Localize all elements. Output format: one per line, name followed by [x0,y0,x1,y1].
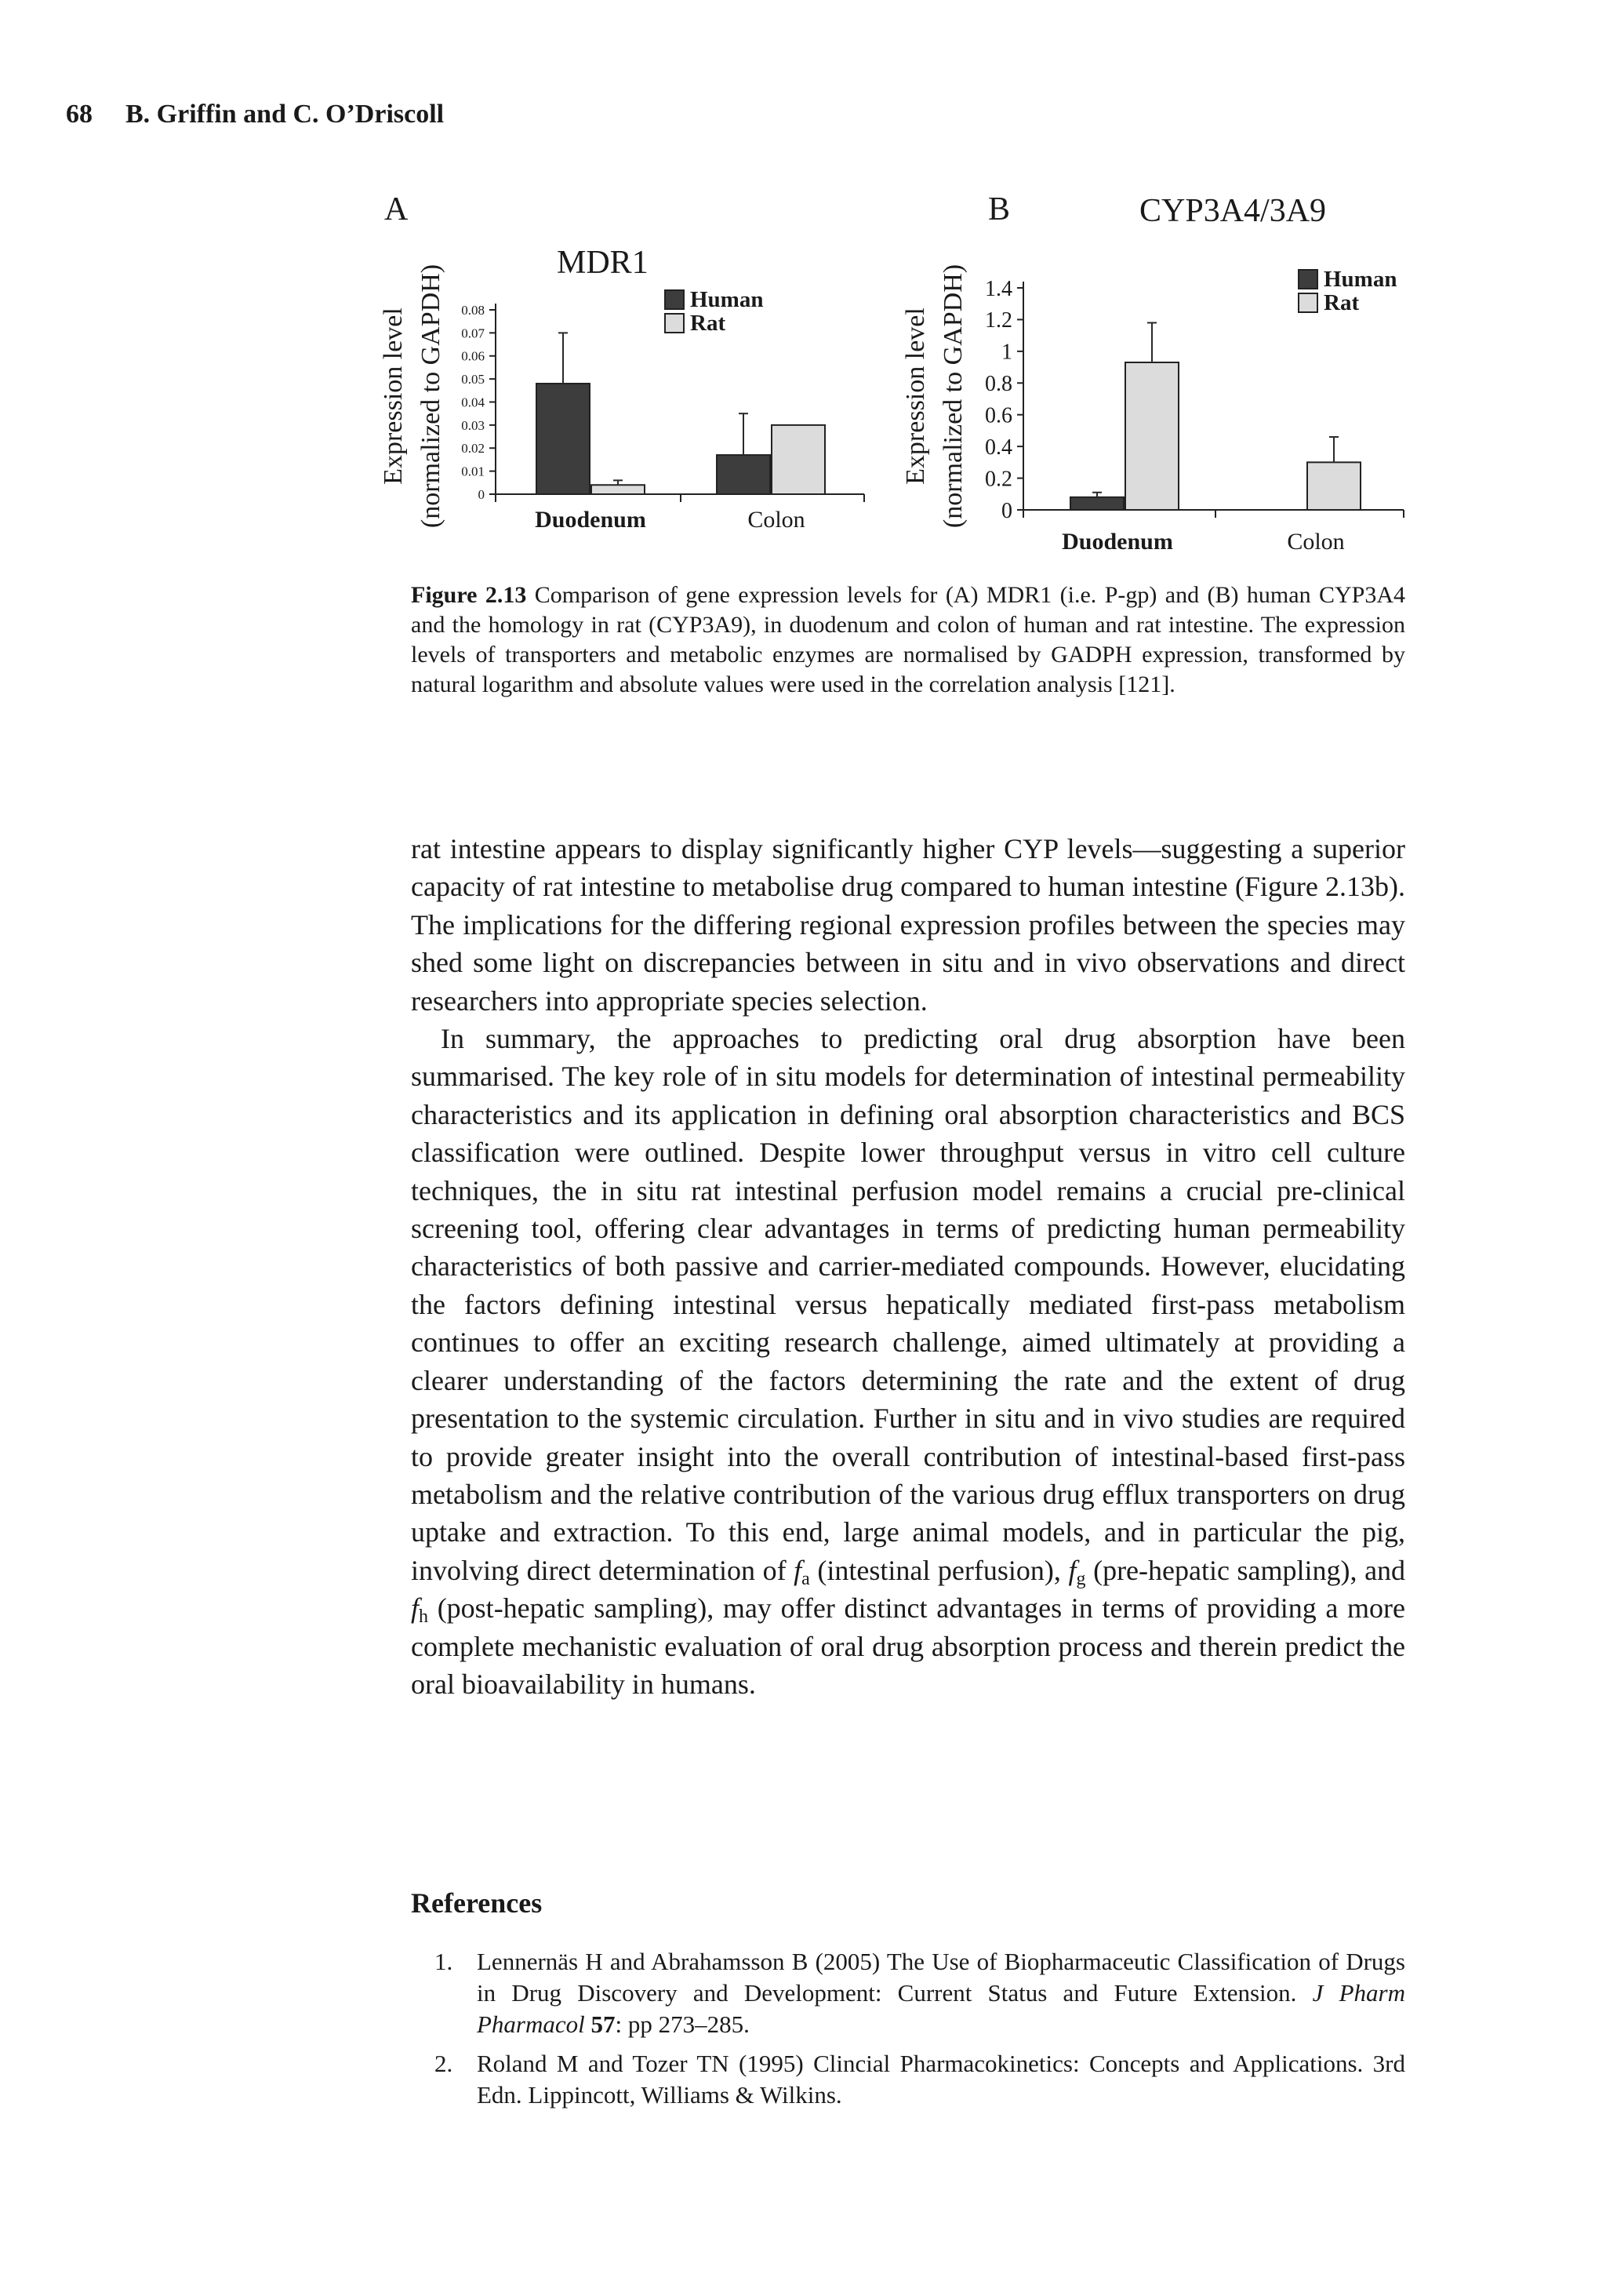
y-tick-label-b: 0.2 [985,467,1012,492]
y-axis-label-b: Expression level [901,307,930,485]
bar-b-rat-duodenum [1125,362,1179,510]
legend-swatch-rat-a [665,314,684,333]
category-label-b: Colon [1287,529,1345,555]
y-tick-label-a: 0 [478,486,485,502]
reference-number: 1. [434,1948,453,1975]
caption-label: Figure 2.13 [411,582,527,608]
y-tick-label-a: 0.07 [461,326,485,341]
legend-label-rat-b: Rat [1324,290,1360,315]
reference-item [411,1946,1405,2040]
f-symbol: f [1068,1554,1077,1586]
reference-text: Roland M and Tozer TN (1995) Clincial Pharmacokinetics: Concepts and Applications. 3rd Edn. Lippincott, Williams & Wilkins. [477,2050,1405,2109]
category-label-a: Duodenum [535,507,646,533]
y-axis-label-a: Expression level [379,307,408,485]
y-axis-label-b: (normalized to GAPDH) [939,264,968,529]
reference-text: Lennernäs H and Abrahamsson B (2005) The Use of Biopharmaceutic Classification of Drugs in Drug Discovery and Development: Current Status and Future Extension. [477,1948,1405,2007]
references-heading: References [411,1887,543,1919]
y-tick-label-a: 0.05 [461,372,485,388]
legend-swatch-rat-b [1299,293,1317,312]
subscript-a: a [801,1568,810,1589]
reference-pages: : pp 273–285. [615,2010,750,2038]
paragraph-1: rat intestine appears to display significantly higher CYP levels—suggesting a superior capacity of rat intestine to metabolise drug compared to human intestine (Figure 2.13b). The implications for the differing regional expression profiles between the species may shed some light on discrepancies between in situ and in vivo observations and direct researchers into appropriate species selection. [411,833,1405,1017]
y-tick-label-b: 1 [1001,340,1012,365]
y-axis-label-a: (normalized to GAPDH) [416,264,445,529]
figure-caption [411,580,1405,700]
panel-label-a: A [384,191,409,227]
category-label-b: Duodenum [1062,529,1173,555]
bar-b-rat-colon [1307,462,1361,510]
bar-a-rat-colon [772,425,825,494]
legend-label-rat-a: Rat [690,311,726,336]
figure-2-13 [353,188,1451,565]
subscript-h: h [419,1606,429,1628]
reference-number: 2. [434,2050,453,2077]
legend-swatch-human-b [1299,270,1317,289]
y-tick-label-a: 0.08 [461,302,485,318]
reference-item [411,2048,1405,2111]
reference-journal: J Pharm Pharmacol [477,1979,1405,2038]
y-tick-label-a: 0.03 [461,417,485,433]
f-g-symbol [1068,1555,1076,1586]
page-number: 68 [66,100,93,129]
bar-a-human-colon [717,455,770,494]
reference-volume: 57 [590,2010,616,2038]
chart-title-b: CYP3A4/3A9 [1139,193,1327,229]
bar-a-rat-duodenum [591,485,645,494]
paragraph-2 [411,1020,1405,1703]
y-tick-label-b: 0 [1001,498,1012,523]
y-tick-label-b: 0.8 [985,372,1012,397]
category-label-a: Colon [747,507,805,533]
author-names: B. Griffin and C. O’Driscoll [125,100,445,129]
f-symbol: f [794,1554,802,1586]
figure-svg [353,188,1451,565]
panel-label-b: B [988,191,1011,227]
legend-label-human-a: Human [690,287,764,312]
body-text [411,830,1405,1703]
paragraph-2-part-d: (post-hepatic sampling), may offer distinct advantages in terms of providing a more complete mechanistic evaluation of oral drug absorption process and therein predict the oral bioavailability in humans. [411,1592,1406,1700]
paragraph-2-part-c: (pre-hepatic sampling), and [1093,1554,1406,1586]
subscript-g: g [1076,1568,1086,1589]
legend-swatch-human-a [665,290,684,309]
paragraph-2-part-b: (intestinal perfusion), [817,1554,1061,1586]
bar-a-human-duodenum [536,384,590,494]
bar-b-human-duodenum [1070,497,1124,510]
legend-label-human-b: Human [1324,267,1397,292]
y-tick-label-b: 1.4 [985,276,1012,301]
f-h-symbol [411,1592,419,1624]
y-tick-label-a: 0.04 [461,395,485,410]
y-tick-label-a: 0.01 [461,464,485,479]
running-head [66,100,444,129]
references-section [411,1887,1405,2119]
f-a-symbol [794,1555,801,1586]
y-tick-label-b: 1.2 [985,308,1012,333]
paragraph-2-part-a: In summary, the approaches to predicting oral drug absorption have been summarised. The key role of in situ models for determination of intestinal permeability characteristics and its application in defining oral absorption characteristics and BCS classification were outlined. Despite lower throughput versus in vitro cell culture techniques, the in situ rat intestinal perfusion model remains a crucial pre-clinical screening tool, offering clear advantages in terms of predicting human permeability characteristics of both passive and carrier-mediated compounds. However, elucidating the factors defining intestinal versus hepatically mediated first-pass metabolism continues to offer an exciting research challenge, aimed ultimately at providing a clearer understanding of the factors determining the rate and the extent of drug presentation to the systemic circulation. Further in situ and in vivo studies are required to provide greater insight into the overall contribution of intestinal-based first-pass metabolism and the relative contribution of the various drug efflux transporters on drug uptake and extraction. To this end, large animal models, and in particular the pig, involving direct determination of [411,1023,1405,1586]
y-tick-label-b: 0.6 [985,403,1012,428]
y-tick-label-a: 0.02 [461,441,485,457]
f-symbol: f [411,1592,420,1625]
chart-title-a: MDR1 [557,245,649,281]
y-tick-label-a: 0.06 [461,348,485,364]
caption-text: Comparison of gene expression levels for (A) MDR1 (i.e. P-gp) and (B) human CYP3A4 and the homology in rat (CYP3A9), in duodenum and colon of human and rat intestine. The expression levels of transporters and metabolic enzymes are normalised by GADPH expression, transformed by natural logarithm and absolute values were used in the correlation analysis [121]. [411,582,1406,697]
y-tick-label-b: 0.4 [985,435,1012,460]
